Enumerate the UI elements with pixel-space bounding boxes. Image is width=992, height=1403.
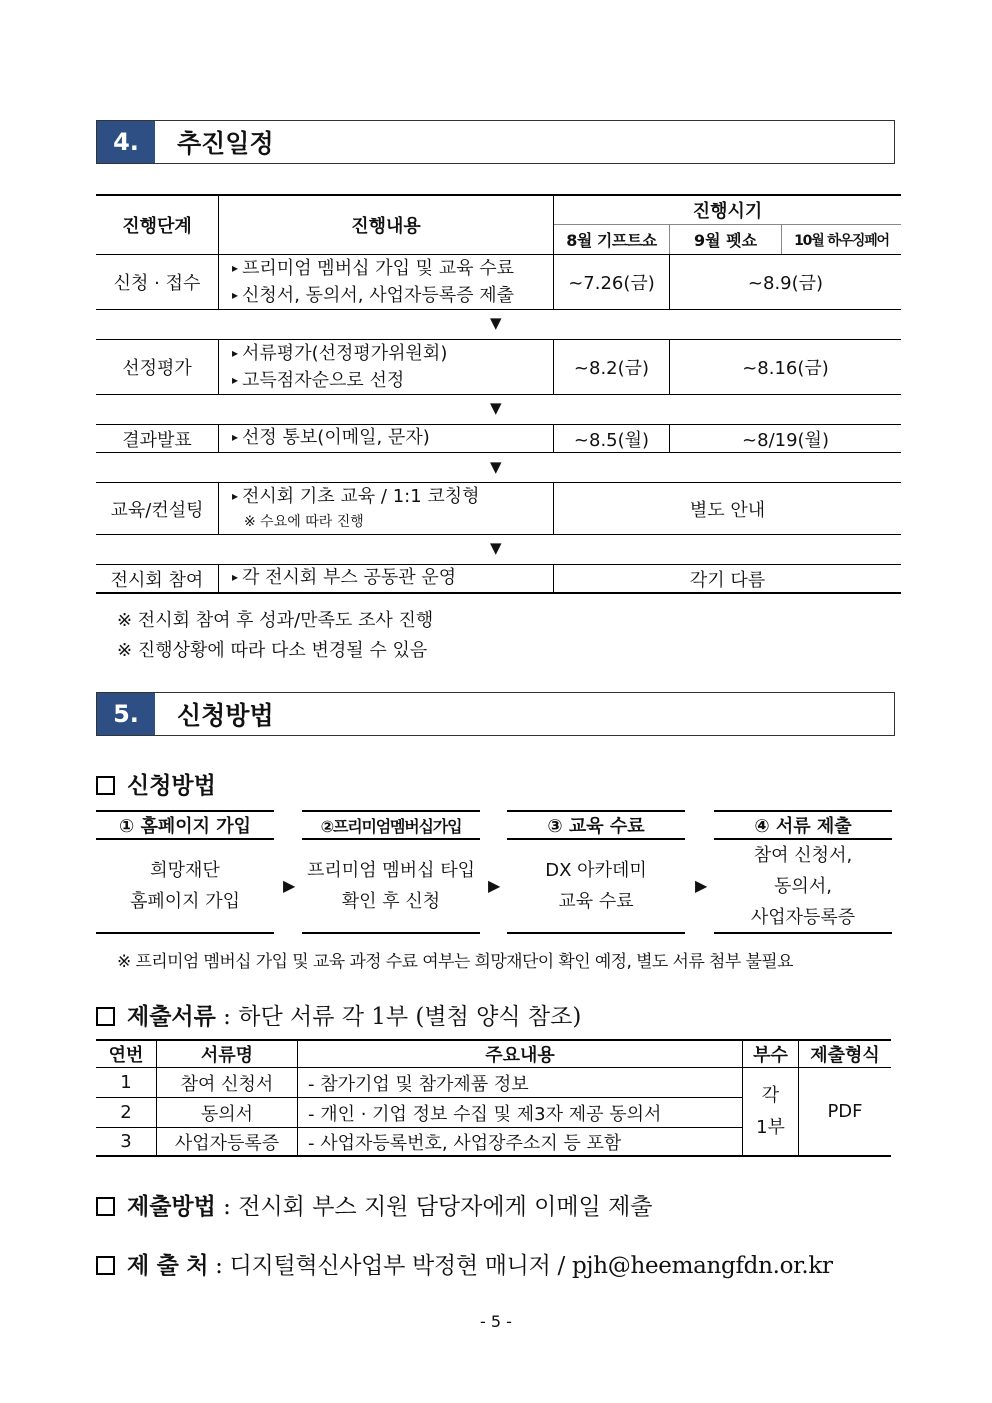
list-item: ▸ 각 전시회 부스 공동관 운영 <box>232 565 456 592</box>
list-item: ▸ 전시회 기초 교육 / 1:1 코칭형 <box>232 484 480 511</box>
period-aug: ~7.26(금) <box>568 273 655 294</box>
down-arrow-icon: ▼ <box>490 314 502 332</box>
copies-line: 1부 <box>756 1116 785 1138</box>
method-rest: : 전시회 부스 지원 담당자에게 이메일 제출 <box>215 1194 653 1220</box>
stage-apply: 신청 · 접수 <box>113 273 201 294</box>
step-line: 프리미엄 멤버십 타입 <box>307 860 475 881</box>
contact-rest: : 디지털혁신사업부 박정현 매니저 / pjh@heemangfdn.or.kr <box>208 1253 833 1279</box>
page-number: - 5 - <box>480 1312 512 1331</box>
down-arrow-icon: ▼ <box>490 539 502 557</box>
docs-heading-rest: : 하단 서류 각 1부 (별첨 양식 참조) <box>215 1004 582 1030</box>
content-evaluation <box>232 341 447 395</box>
list-item: ▸ 프리미엄 멤버십 가입 및 교육 수료 <box>232 256 514 283</box>
method-heading <box>96 1188 653 1221</box>
stage-evaluation: 선정평가 <box>122 358 192 379</box>
header-content: 진행내용 <box>351 216 421 237</box>
right-arrow-icon: ▶ <box>488 876 501 895</box>
period-aug: ~8.2(금) <box>573 358 650 379</box>
step-body <box>714 840 892 934</box>
row-name: 사업자등록증 <box>174 1132 280 1154</box>
section-4-header <box>96 120 895 164</box>
period-all: 별도 안내 <box>689 499 766 521</box>
row-name: 동의서 <box>200 1103 254 1125</box>
right-arrow-icon: ▶ <box>695 876 708 895</box>
period-sep-oct: ~8/19(월) <box>742 429 829 451</box>
header-stage: 진행단계 <box>122 216 192 237</box>
docs-heading-text: 제출서류 <box>127 1003 216 1030</box>
checkbox-icon <box>96 1007 115 1026</box>
content-education <box>232 484 480 511</box>
col-copies: 부수 <box>753 1045 788 1066</box>
content-apply <box>232 256 514 310</box>
col-format: 제출형식 <box>810 1045 880 1066</box>
list-item: ▸ 신청서, 동의서, 사업자등록증 제출 <box>232 283 514 310</box>
section-title: 추진일정 <box>177 129 274 158</box>
header-gift-show: 8월 기프트쇼 <box>566 231 657 250</box>
step-body <box>302 840 480 934</box>
content-result <box>232 425 430 452</box>
right-arrow-icon: ▶ <box>283 876 296 895</box>
step-line: 참여 신청서, <box>753 844 853 866</box>
row-desc: - 사업자등록번호, 사업장주소지 등 포함 <box>308 1132 622 1154</box>
col-name: 서류명 <box>200 1045 254 1066</box>
section-number: 5. <box>97 693 155 735</box>
checkbox-icon <box>96 776 115 795</box>
step-line: 동의서, <box>774 875 832 897</box>
down-arrow-icon: ▼ <box>490 458 502 476</box>
header-period: 진행시기 <box>692 201 763 222</box>
period-sep-oct: ~8.9(금) <box>747 273 824 294</box>
step-line: 교육 수료 <box>558 891 634 912</box>
row-no: 2 <box>120 1102 132 1123</box>
step-line: 확인 후 신청 <box>341 891 441 912</box>
step-line: 사업자등록증 <box>750 906 856 928</box>
row-name: 참여 신청서 <box>180 1073 274 1095</box>
col-desc: 주요내용 <box>485 1045 555 1066</box>
row-no: 1 <box>120 1072 132 1093</box>
list-item: ▸ 서류평가(선정평가위원회) <box>232 341 447 368</box>
contact-heading-text: 제 출 처 <box>127 1252 209 1279</box>
step-line: 희망재단 <box>150 860 220 881</box>
apply-note: ※ 프리미엄 멤버십 가입 및 교육 과정 수료 여부는 희망재단이 확인 예정, 별도 서류 첨부 불필요 <box>117 952 793 972</box>
list-item: ▸ 선정 통보(이메일, 문자) <box>232 425 430 452</box>
apply-heading <box>96 767 216 800</box>
docs-heading <box>96 998 581 1031</box>
section-5-header <box>96 692 895 736</box>
step-title: ④ 서류 제출 <box>714 810 892 840</box>
step-line: 홈페이지 가입 <box>129 891 241 912</box>
row-desc: - 참가기업 및 참가제품 정보 <box>308 1073 529 1095</box>
row-no: 3 <box>120 1131 132 1152</box>
period-sep-oct: ~8.16(금) <box>742 358 829 379</box>
method-heading-text: 제출방법 <box>127 1193 216 1220</box>
step-body <box>507 840 685 934</box>
step-title: ① 홈페이지 가입 <box>96 810 274 840</box>
copies-line: 각 <box>761 1084 780 1106</box>
header-pet-show: 9월 펫쇼 <box>693 231 758 250</box>
schedule-note: ※ 진행상황에 따라 다소 변경될 수 있음 <box>117 640 428 661</box>
section-title: 신청방법 <box>177 701 274 730</box>
list-item: ▸ 고득점자순으로 선정 <box>232 368 447 395</box>
down-arrow-icon: ▼ <box>490 399 502 417</box>
apply-heading-text: 신청방법 <box>127 772 216 799</box>
schedule-note: ※ 전시회 참여 후 성과/만족도 조사 진행 <box>117 610 434 631</box>
step-title: ③ 교육 수료 <box>507 810 685 840</box>
step-title: ②프리미엄멤버십가입 <box>302 810 480 840</box>
col-no: 연번 <box>108 1045 144 1066</box>
stage-exhibition: 전시회 참여 <box>110 569 204 591</box>
step-body <box>96 840 274 934</box>
section-number: 4. <box>97 121 155 163</box>
step-line: DX 아카데미 <box>545 860 647 881</box>
stage-result: 결과발표 <box>122 429 192 451</box>
format-cell: PDF <box>827 1101 863 1122</box>
education-subnote: ※ 수요에 따라 진행 <box>244 514 364 530</box>
content-exhibition <box>232 565 456 592</box>
period-all: 각기 다름 <box>689 569 766 591</box>
copies-cell <box>743 1068 798 1155</box>
header-housing-fair: 10월 하우징페어 <box>794 232 889 249</box>
checkbox-icon <box>96 1256 115 1275</box>
period-aug: ~8.5(월) <box>573 429 650 451</box>
checkbox-icon <box>96 1197 115 1216</box>
row-desc: - 개인 · 기업 정보 수집 및 제3자 제공 동의서 <box>308 1103 662 1125</box>
contact-heading <box>96 1247 833 1280</box>
stage-education: 교육/컨설팅 <box>110 499 204 521</box>
